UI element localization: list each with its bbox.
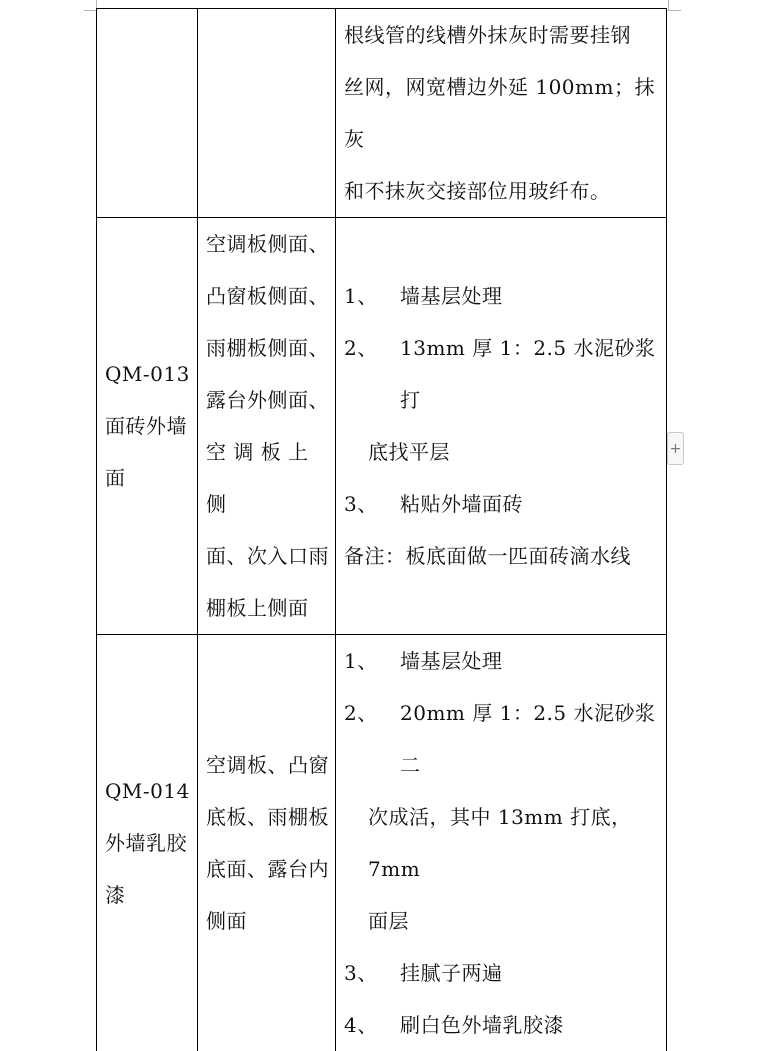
page-corner-mark-right [668, 0, 681, 11]
item-name: 面砖外墙 [105, 400, 197, 452]
code-cell[interactable] [97, 635, 198, 1051]
step-item [344, 270, 666, 322]
construction-spec-table [96, 8, 667, 1051]
step-text: 墙基层处理 [400, 635, 666, 687]
location-line: 空 调 板 上 侧 [206, 426, 335, 530]
item-name: 漆 [105, 869, 197, 921]
location-line: 底面、露台内 [206, 843, 335, 895]
step-text: 粘贴外墙面砖 [400, 478, 666, 530]
step-number: 1、 [344, 635, 400, 687]
description-cell[interactable] [336, 635, 667, 1051]
step-number: 3、 [344, 478, 400, 530]
step-text: 墙基层处理 [400, 270, 666, 322]
table-row [97, 9, 667, 218]
table-row [97, 635, 667, 1051]
step-item [344, 947, 666, 999]
add-row-button[interactable] [667, 432, 684, 465]
step-number: 4、 [344, 999, 400, 1051]
step-number: 2、 [344, 322, 400, 426]
location-line: 侧面 [206, 895, 335, 947]
location-line: 空调板、凸窗 [206, 739, 335, 791]
location-cell[interactable] [198, 635, 336, 1051]
step-text: 挂腻子两遍 [400, 947, 666, 999]
note-text: 备注：板底面做一匹面砖滴水线 [344, 530, 666, 582]
location-line: 空调板侧面、 [206, 218, 335, 270]
step-number: 3、 [344, 947, 400, 999]
step-item [344, 478, 666, 530]
plus-icon: + [670, 441, 682, 457]
location-line: 露台外侧面、 [206, 374, 335, 426]
step-text: 刷白色外墙乳胶漆 [400, 999, 666, 1051]
item-code: QM-013 [105, 348, 197, 400]
item-name: 外墙乳胶 [105, 817, 197, 869]
text-line: 丝网，网宽槽边外延 100mm；抹灰 [344, 61, 666, 165]
code-cell[interactable] [97, 9, 198, 218]
step-text: 20mm 厚 1：2.5 水泥砂浆二 [400, 687, 666, 791]
step-item [344, 687, 666, 791]
item-code: QM-014 [105, 765, 197, 817]
location-line: 雨棚板侧面、 [206, 322, 335, 374]
location-cell[interactable] [198, 218, 336, 635]
step-continuation: 底找平层 [344, 426, 666, 478]
location-line: 棚板上侧面 [206, 582, 335, 634]
description-cell[interactable] [336, 218, 667, 635]
location-line: 底板、雨棚板 [206, 791, 335, 843]
description-cell[interactable] [336, 9, 667, 218]
step-item [344, 999, 666, 1051]
step-item [344, 322, 666, 426]
step-number: 1、 [344, 270, 400, 322]
location-cell[interactable] [198, 9, 336, 218]
code-cell[interactable] [97, 218, 198, 635]
step-continuation: 次成活，其中 13mm 打底，7mm [344, 791, 666, 895]
step-text: 13mm 厚 1：2.5 水泥砂浆打 [400, 322, 666, 426]
step-item [344, 635, 666, 687]
text-line: 和不抹灰交接部位用玻纤布。 [344, 165, 666, 217]
text-line: 根线管的线槽外抹灰时需要挂钢 [344, 9, 666, 61]
item-name: 面 [105, 452, 197, 504]
step-continuation: 面层 [344, 895, 666, 947]
location-line: 面、次入口雨 [206, 530, 335, 582]
step-number: 2、 [344, 687, 400, 791]
table-row [97, 218, 667, 635]
location-line: 凸窗板侧面、 [206, 270, 335, 322]
